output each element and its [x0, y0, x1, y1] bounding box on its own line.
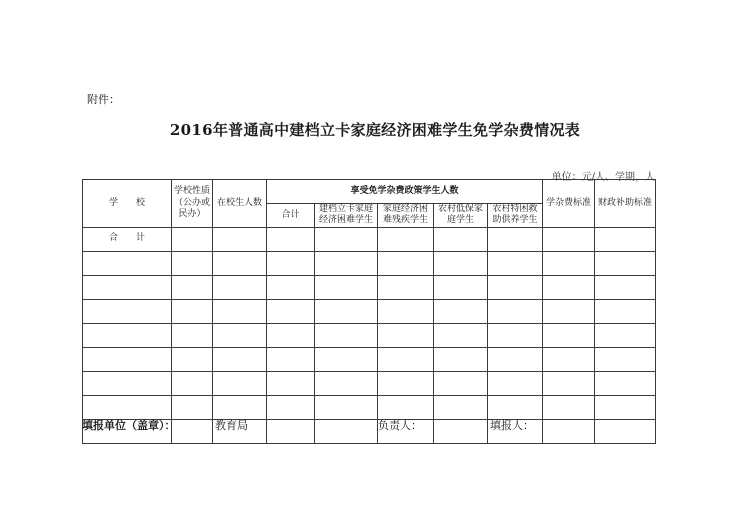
cell-enrolled[interactable] [213, 299, 267, 323]
total-cell[interactable] [434, 227, 488, 251]
cell-disabled-poor[interactable] [378, 323, 434, 347]
cell-rural-low-income[interactable] [434, 323, 488, 347]
cell-type[interactable] [172, 419, 213, 443]
cell-rural-low-income[interactable] [434, 347, 488, 371]
cell-registered-poor[interactable] [315, 419, 378, 443]
unit-note: 单位：元/人、学期，人 [551, 172, 655, 183]
cell-school[interactable] [83, 275, 172, 299]
table-row [83, 251, 656, 275]
cell-type[interactable] [172, 299, 213, 323]
header-fee-standard: 学杂费标准 [543, 180, 595, 228]
table-row [83, 347, 656, 371]
cell-subtotal[interactable] [267, 251, 315, 275]
cell-registered-poor[interactable] [315, 323, 378, 347]
cell-school[interactable] [83, 347, 172, 371]
cell-rural-low-income[interactable] [434, 299, 488, 323]
header-school: 学 校 [83, 180, 172, 228]
cell-rural-special-support[interactable] [488, 299, 543, 323]
cell-type[interactable] [172, 395, 213, 419]
cell-subtotal[interactable] [267, 395, 315, 419]
header-rural-special-support: 农村特困救助供养学生 [488, 204, 543, 228]
cell-subsidy-standard[interactable] [595, 275, 656, 299]
cell-disabled-poor[interactable] [378, 275, 434, 299]
cell-enrolled[interactable] [213, 347, 267, 371]
total-cell[interactable] [543, 227, 595, 251]
cell-disabled-poor[interactable] [378, 395, 434, 419]
cell-subsidy-standard[interactable] [595, 323, 656, 347]
header-disabled-poor: 家庭经济困难残疾学生 [378, 204, 434, 228]
cell-rural-special-support[interactable] [488, 251, 543, 275]
cell-rural-low-income[interactable] [434, 251, 488, 275]
cell-disabled-poor[interactable] [378, 371, 434, 395]
cell-subtotal[interactable] [267, 275, 315, 299]
cell-fee-standard[interactable] [543, 323, 595, 347]
cell-school[interactable] [83, 251, 172, 275]
total-row-label: 合 计 [83, 227, 172, 251]
total-row [83, 227, 656, 251]
cell-type[interactable] [172, 347, 213, 371]
cell-registered-poor[interactable] [315, 299, 378, 323]
total-cell[interactable] [595, 227, 656, 251]
header-row-1 [83, 180, 656, 204]
header-enrolled: 在校生人数 [213, 180, 267, 228]
cell-fee-standard[interactable] [543, 299, 595, 323]
cell-rural-low-income[interactable] [434, 275, 488, 299]
cell-subtotal[interactable] [267, 299, 315, 323]
cell-fee-standard[interactable] [543, 395, 595, 419]
total-cell[interactable] [488, 227, 543, 251]
cell-disabled-poor[interactable] [378, 251, 434, 275]
cell-enrolled[interactable] [213, 395, 267, 419]
cell-rural-low-income[interactable] [434, 395, 488, 419]
cell-registered-poor[interactable] [315, 395, 378, 419]
footer-education-bureau: 教育局 [215, 419, 248, 432]
cell-rural-special-support[interactable] [488, 395, 543, 419]
cell-disabled-poor[interactable] [378, 347, 434, 371]
header-rural-low-income: 农村低保家庭学生 [434, 204, 488, 228]
cell-fee-standard[interactable] [543, 347, 595, 371]
cell-type[interactable] [172, 251, 213, 275]
footer-filling-unit: 填报单位（盖章）： [82, 419, 176, 432]
cell-type[interactable] [172, 275, 213, 299]
cell-school[interactable] [83, 299, 172, 323]
total-cell[interactable] [378, 227, 434, 251]
cell-subtotal[interactable] [267, 419, 315, 443]
cell-enrolled[interactable] [213, 323, 267, 347]
table-row [83, 371, 656, 395]
header-policy-group: 享受免学杂费政策学生人数 [267, 180, 543, 204]
table-row [83, 323, 656, 347]
cell-subsidy-standard[interactable] [595, 371, 656, 395]
header-school-type: 学校性质（公办或民办） [172, 180, 213, 228]
cell-fee-standard[interactable] [543, 419, 595, 443]
cell-fee-standard[interactable] [543, 371, 595, 395]
statistics-table [82, 179, 656, 444]
cell-subsidy-standard[interactable] [595, 419, 656, 443]
document-title: 2016年普通高中建档立卡家庭经济困难学生免学杂费情况表 [169, 121, 581, 139]
cell-rural-special-support[interactable] [488, 347, 543, 371]
cell-disabled-poor[interactable] [378, 299, 434, 323]
cell-type[interactable] [172, 371, 213, 395]
cell-rural-special-support[interactable] [488, 371, 543, 395]
cell-rural-low-income[interactable] [434, 371, 488, 395]
cell-enrolled[interactable] [213, 251, 267, 275]
cell-school[interactable] [83, 395, 172, 419]
cell-fee-standard[interactable] [543, 275, 595, 299]
cell-school[interactable] [83, 371, 172, 395]
cell-subtotal[interactable] [267, 347, 315, 371]
cell-registered-poor[interactable] [315, 371, 378, 395]
cell-registered-poor[interactable] [315, 251, 378, 275]
cell-subtotal[interactable] [267, 371, 315, 395]
footer-responsible-person: 负责人： [378, 419, 422, 432]
cell-school[interactable] [83, 323, 172, 347]
header-registered-poor: 建档立卡家庭经济困难学生 [315, 204, 378, 228]
total-cell[interactable] [172, 227, 213, 251]
cell-enrolled[interactable] [213, 275, 267, 299]
cell-registered-poor[interactable] [315, 347, 378, 371]
cell-subsidy-standard[interactable] [595, 251, 656, 275]
total-cell[interactable] [267, 227, 315, 251]
footer-filler: 填报人： [490, 419, 534, 432]
cell-subsidy-standard[interactable] [595, 347, 656, 371]
attachment-label: 附件： [87, 93, 120, 106]
cell-enrolled[interactable] [213, 371, 267, 395]
total-cell[interactable] [315, 227, 378, 251]
header-subsidy-standard: 财政补助标准 [595, 180, 656, 228]
table-row [83, 275, 656, 299]
cell-type[interactable] [172, 323, 213, 347]
cell-registered-poor[interactable] [315, 275, 378, 299]
cell-subsidy-standard[interactable] [595, 395, 656, 419]
cell-rural-low-income[interactable] [434, 419, 488, 443]
cell-fee-standard[interactable] [543, 251, 595, 275]
total-cell[interactable] [213, 227, 267, 251]
table-row [83, 395, 656, 419]
cell-rural-special-support[interactable] [488, 323, 543, 347]
cell-subsidy-standard[interactable] [595, 299, 656, 323]
cell-rural-special-support[interactable] [488, 275, 543, 299]
header-subtotal: 合计 [267, 204, 315, 228]
table-row [83, 299, 656, 323]
cell-subtotal[interactable] [267, 323, 315, 347]
